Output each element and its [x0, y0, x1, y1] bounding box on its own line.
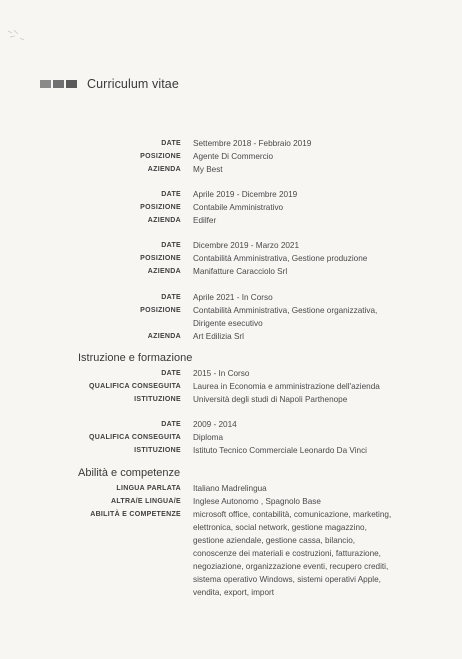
azienda-label: AZIENDA — [147, 333, 181, 340]
exp-2-posizione-row — [0, 202, 462, 214]
exp-posizione: Contabile Amministrativo — [193, 203, 284, 212]
azienda-label: AZIENDA — [147, 166, 181, 173]
exp-3-azienda-row — [0, 266, 462, 278]
edu-1-istituzione-row — [0, 394, 462, 406]
exp-2-azienda-row — [0, 215, 462, 227]
exp-1-azienda-row — [0, 164, 462, 176]
edu-1-date-row — [0, 368, 462, 380]
exp-date: Aprile 2021 - In Corso — [193, 293, 273, 302]
altre-lingue-value: Inglese Autonomo , Spagnolo Base — [193, 497, 321, 506]
exp-3-posizione-row — [0, 253, 462, 265]
competenze-row-4 — [0, 548, 462, 560]
edu-istituzione: Istituto Tecnico Commerciale Leonardo Da Vinci — [193, 446, 367, 455]
posizione-label: POSIZIONE — [140, 255, 181, 262]
cv-header — [40, 74, 179, 94]
competenze-row-6 — [0, 574, 462, 586]
competenze-row-7 — [0, 587, 462, 599]
qualifica-label: QUALIFICA CONSEGUITA — [89, 434, 181, 441]
competenze-line: elettronica, social network, gestione magazzino, — [193, 523, 367, 532]
posizione-label: POSIZIONE — [140, 204, 181, 211]
exp-posizione: Contabilità Amministrativa, Gestione organizzativa, — [193, 306, 378, 315]
competenze-line: conoscenze dei materiali e costruzioni, fatturazione, — [193, 549, 381, 558]
competenze-line: negoziazione, organizzazione eventi, recupero crediti, — [193, 562, 389, 571]
competenze-line: gestione aziendale, gestione cassa, bilancio, — [193, 536, 356, 545]
exp-1-posizione-row — [0, 151, 462, 163]
exp-posizione: Agente Di Commercio — [193, 152, 274, 161]
header-blocks-icon — [40, 80, 77, 88]
competenze-row-3 — [0, 535, 462, 547]
page-title: Curriculum vitae — [87, 77, 179, 91]
competenze-row-5 — [0, 561, 462, 573]
exp-4-date-row — [0, 292, 462, 304]
edu-date: 2009 - 2014 — [193, 420, 237, 429]
date-label: DATE — [161, 294, 181, 301]
lingua-parlata-value: Italiano Madrelingua — [193, 484, 267, 493]
date-label: DATE — [161, 242, 181, 249]
abilita-heading: Abilità e competenze — [78, 467, 181, 479]
exp-azienda: My Best — [193, 165, 223, 174]
exp-date: Settembre 2018 - Febbraio 2019 — [193, 139, 312, 148]
date-label: DATE — [161, 191, 181, 198]
edu-istituzione: Università degli studi di Napoli Parthenope — [193, 395, 348, 404]
exp-3-date-row — [0, 240, 462, 252]
exp-azienda: Edilfer — [193, 216, 217, 225]
edu-qualifica: Laurea in Economia e amministrazione dell'azienda — [193, 382, 380, 391]
date-label: DATE — [161, 421, 181, 428]
edu-2-qualifica-row — [0, 432, 462, 444]
istruzione-heading: Istruzione e formazione — [78, 352, 193, 364]
exp-posizione-cont: Dirigente esecutivo — [193, 319, 263, 328]
competenze-row — [0, 509, 462, 521]
scan-mark-icon — [6, 28, 32, 42]
exp-date: Dicembre 2019 - Marzo 2021 — [193, 241, 300, 250]
posizione-label: POSIZIONE — [140, 153, 181, 160]
edu-2-istituzione-row — [0, 445, 462, 457]
date-label: DATE — [161, 370, 181, 377]
exp-azienda: Art Edilizia Srl — [193, 332, 244, 341]
competenze-line: vendita, export, import — [193, 588, 275, 597]
azienda-label: AZIENDA — [147, 217, 181, 224]
lingua-parlata-row — [0, 483, 462, 495]
exp-posizione: Contabilità Amministrativa, Gestione produzione — [193, 254, 368, 263]
altre-lingue-row — [0, 496, 462, 508]
edu-date: 2015 - In Corso — [193, 369, 250, 378]
exp-4-posizione-row — [0, 305, 462, 317]
competenze-row-2 — [0, 522, 462, 534]
qualifica-label: QUALIFICA CONSEGUITA — [89, 383, 181, 390]
exp-1-date-row — [0, 138, 462, 150]
edu-qualifica: Diploma — [193, 433, 224, 442]
lingua-parlata-label: LINGUA PARLATA — [116, 485, 181, 492]
exp-azienda: Manifatture Caracciolo Srl — [193, 267, 288, 276]
exp-date: Aprile 2019 - Dicembre 2019 — [193, 190, 298, 199]
exp-4-posizione-row-2 — [0, 318, 462, 330]
posizione-label: POSIZIONE — [140, 307, 181, 314]
istituzione-label: ISTITUZIONE — [134, 447, 181, 454]
date-label: DATE — [161, 140, 181, 147]
istituzione-label: ISTITUZIONE — [134, 396, 181, 403]
altre-lingue-label: ALTRA/E LINGUA/E — [110, 498, 181, 505]
abilita-label: ABILITÀ E COMPETENZE — [90, 511, 181, 518]
azienda-label: AZIENDA — [147, 268, 181, 275]
edu-1-qualifica-row — [0, 381, 462, 393]
edu-2-date-row — [0, 419, 462, 431]
exp-4-azienda-row — [0, 331, 462, 343]
exp-2-date-row — [0, 189, 462, 201]
competenze-line: microsoft office, contabilità, comunicazione, marketing, — [193, 510, 392, 519]
competenze-line: sistema operativo Windows, sistemi operativi Apple, — [193, 575, 381, 584]
